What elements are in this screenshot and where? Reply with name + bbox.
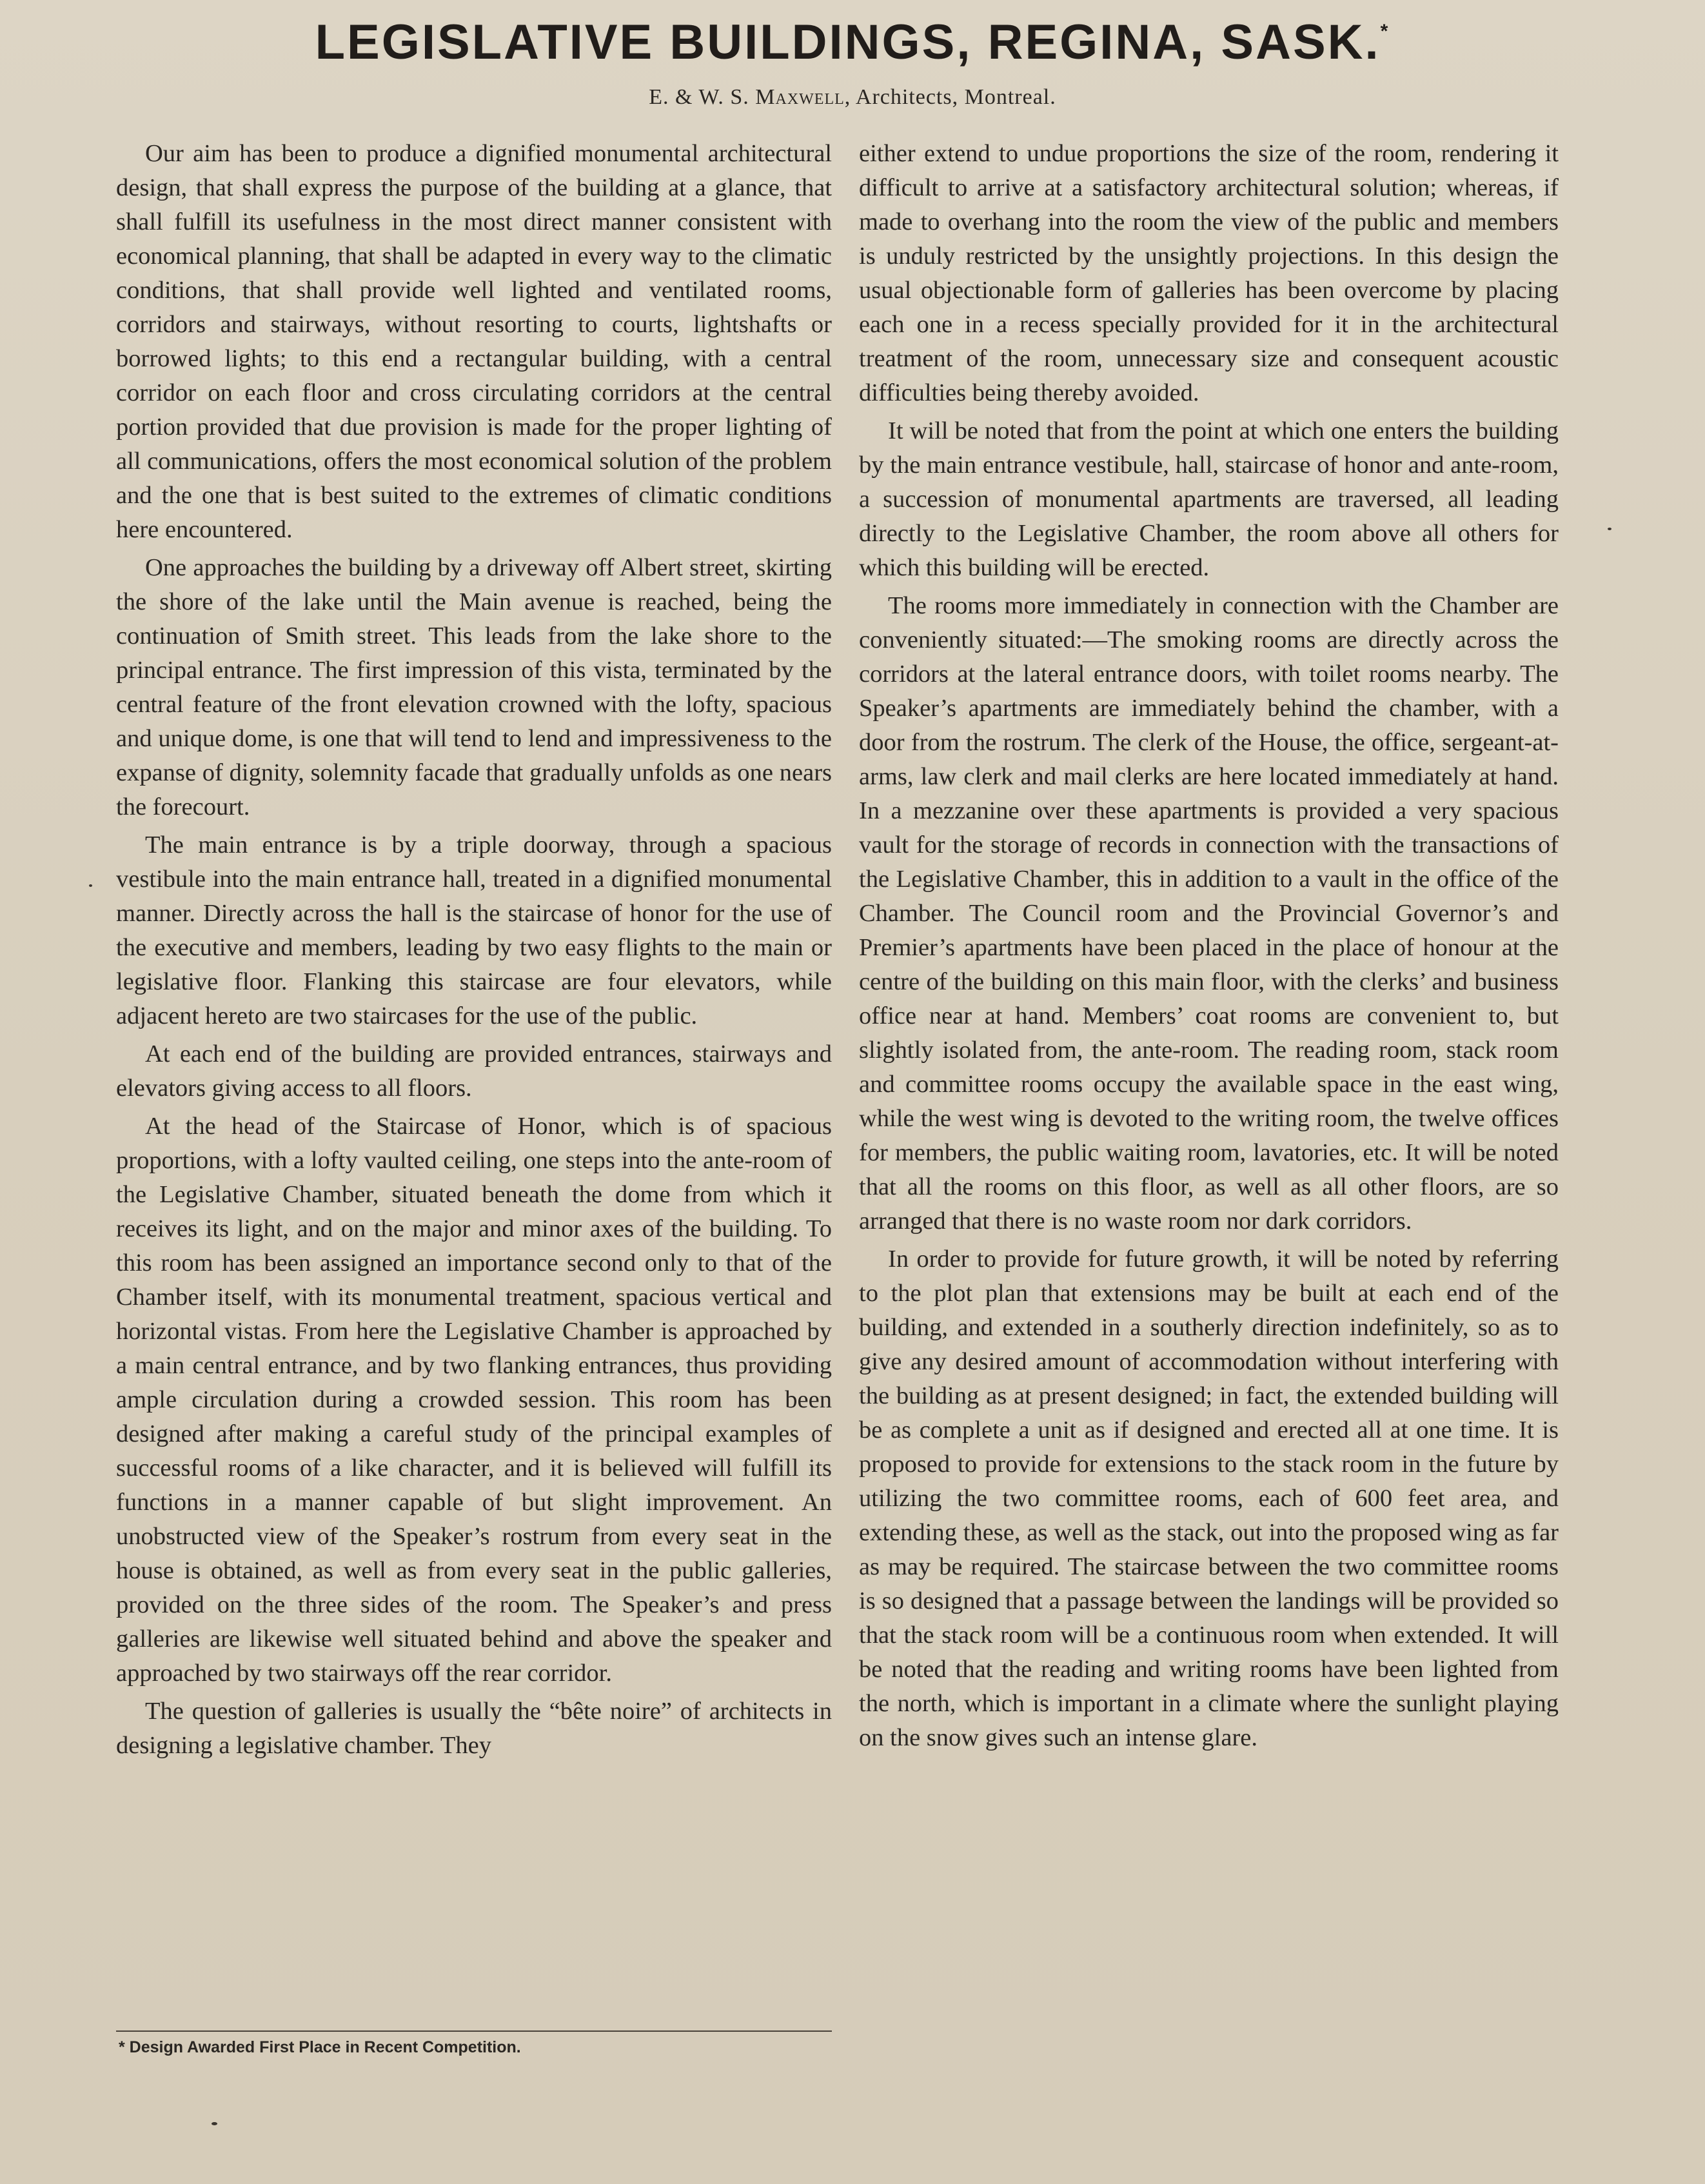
title-text: LEGISLATIVE BUILDINGS, REGINA, SASK.	[315, 15, 1381, 70]
left-column	[116, 137, 832, 1767]
paragraph: The rooms more immediately in connection with the Chamber are conveniently situated:—The smoking rooms are directly across the corridors at the lateral entrance doors, with toilet rooms nearby. The Speaker’s apartments are immediately behind the chamber, with a door from the rostrum. The clerk of the House, the office, sergeant-at-arms, law clerk and mail clerks are here located immediately at hand. In a mezzanine over these apartments is provided a very spacious vault for the storage of records in connection with the transactions of the Legislative Chamber, this in addition to a vault in the office of the Chamber. The Council room and the Provincial Governor’s and Premier’s apartments have been placed in the place of honour at the centre of the building on this main floor, with the clerks’ and business office near at hand. Members’ coat rooms are convenient to, but slightly isolated from, the ante-room. The reading room, stack room and committee rooms occupy the available space in the east wing, while the west wing is devoted to the writing room, the twelve offices for members, the public waiting room, lavatories, etc. It will be noted that all the rooms on this floor, as well as all other floors, are so arranged that there is no waste room nor dark corridors.	[859, 592, 1559, 1235]
byline-name: Maxwell	[755, 85, 845, 109]
paragraph: One approaches the building by a driveway off Albert street, skirting the shore of the lake until the Main avenue is reached, being the continuation of Smith street. This leads from the lake shore to the principal entrance. The first impression of this vista, terminated by the central feature of the front elevation crowned with the lofty, spacious and unique dome, is one that will tend to lend and impressiveness to the expanse of dignity, solemnity facade that gradually unfolds as one nears the forecourt.	[116, 554, 832, 820]
paragraph: The main entrance is by a triple doorway, through a spacious vestibule into the main entrance hall, treated in a dignified monumental manner. Directly across the hall is the staircase of honor for the use of the executive and members, leading by two easy flights to the main or legislative floor. Flanking this staircase are four elevators, while adjacent hereto are two staircases for the use of the public.	[116, 831, 832, 1029]
byline-suffix: , Architects, Montreal.	[844, 85, 1056, 109]
paragraph: The question of galleries is usually the “bête noire” of architects in designing a legislative chamber. They	[116, 1698, 832, 1759]
paper-speck	[89, 884, 92, 887]
paragraph: Our aim has been to produce a dignified monumental architectural design, that shall express the purpose of the building at a glance, that shall fulfill its usefulness in the most direct manner consistent with economical planning, that shall be adapted in every way to the climatic conditions, that shall provide well lighted and ventilated rooms, corridors and stairways, without resorting to courts, lightshafts or borrowed lights; to this end a rectangular building, with a central corridor on each floor and cross circulating corridors at the central portion provided that due provision is made for the proper lighting of all communications, offers the most economical solution of the problem and the one that is best suited to the extremes of climatic conditions here encountered.	[116, 140, 832, 543]
byline-prefix: E. & W. S.	[649, 85, 756, 109]
right-column	[859, 137, 1559, 1759]
paper-speck	[1608, 528, 1611, 530]
page-title	[0, 14, 1705, 70]
paragraph: At each end of the building are provided entrances, stairways and elevators giving access to all floors.	[116, 1040, 832, 1102]
footnote-rule	[116, 2030, 832, 2032]
paragraph: It will be noted that from the point at which one enters the building by the main entrance vestibule, hall, staircase of honor and ante-room, a succession of monumental apartments are traversed, all leading directly to the Legislative Chamber, the room above all others for which this building will be erected.	[859, 417, 1559, 581]
paragraph: At the head of the Staircase of Honor, which is of spacious proportions, with a lofty vaulted ceiling, one steps into the ante-room of the Legislative Chamber, situated beneath the dome from which it receives its light, and on the major and minor axes of the building. To this room has been assigned an importance second only to that of the Chamber itself, with its monumental treatment, spacious vertical and horizontal vistas. From here the Legislative Chamber is approached by a main central entrance, and by two flanking entrances, thus providing ample circulation during a crowded session. This room has been designed after making a careful study of the principal examples of successful rooms of a like character, and it is believed will fulfill its functions in a manner capable of but slight improvement. An unobstructed view of the Speaker’s rostrum from every seat in the house is obtained, as well as from every seat in the public galleries, provided on the three sides of the room. The Speaker’s and press galleries are likewise well situated behind and above the speaker and approached by two stairways off the rear corridor.	[116, 1113, 832, 1687]
title-footnote-mark: *	[1380, 21, 1390, 42]
footnote: * Design Awarded First Place in Recent Competition.	[119, 2038, 521, 2056]
paragraph-continuation: either extend to undue proportions the size of the room, rendering it difficult to arrive at a satisfactory architectural solution; whereas, if made to overhang into the room the view of the public and members is unduly restricted by the unsightly projections. In this design the usual objectionable form of galleries has been overcome by placing each one in a recess specially provided for it in the architectural treatment of the room, unnecessary size and consequent acoustic difficulties being thereby avoided.	[859, 140, 1559, 406]
byline	[0, 85, 1705, 110]
paragraph: In order to provide for future growth, it will be noted by referring to the plot plan that extensions may be built at each end of the building, and extended in a southerly direction indefinitely, so as to give any desired amount of accommodation without interfering with the building as at present designed; in fact, the extended building will be as complete a unit as if designed and erected all at one time. It is proposed to provide for extensions to the stack room in the future by utilizing the two committee rooms, each of 600 feet area, and extending these, as well as the stack, out into the proposed wing as far as may be required. The staircase between the two committee rooms is so designed that a passage between the landings will be provided so that the stack room will be a continuous room when extended. It will be noted that the reading and writing rooms have been lighted from the north, which is important in a climate where the sunlight playing on the snow gives such an intense glare.	[859, 1246, 1559, 1751]
paper-speck	[212, 2122, 217, 2125]
